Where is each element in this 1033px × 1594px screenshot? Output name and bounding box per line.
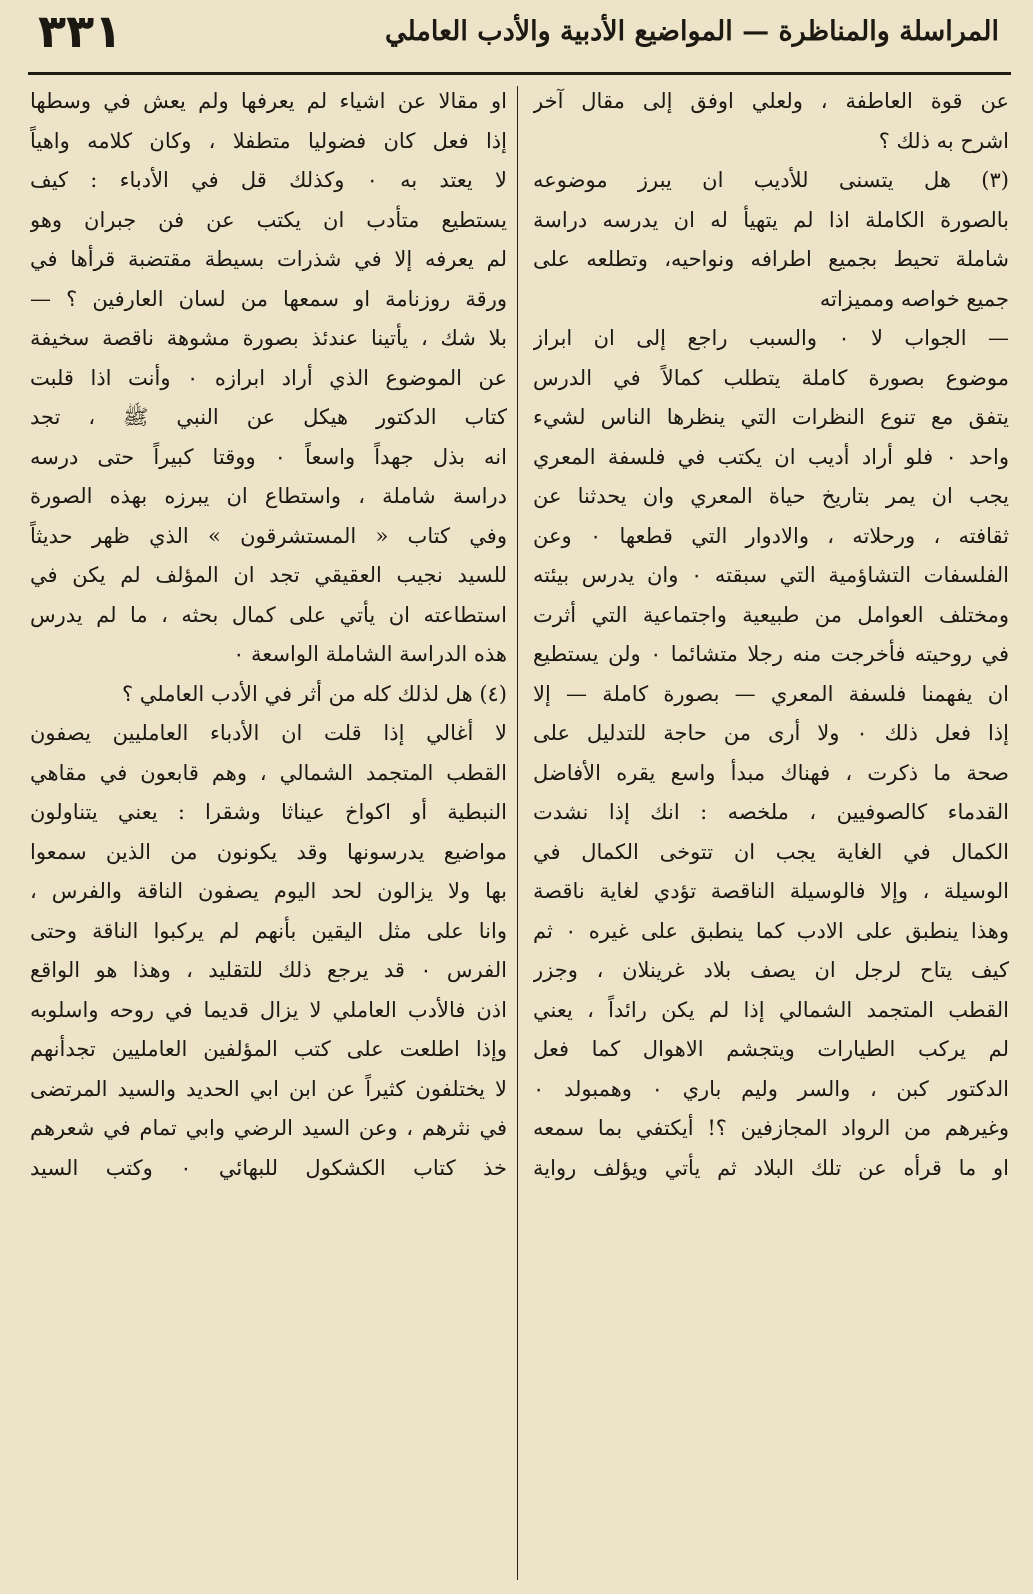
text-line: وغيرهم من الرواد المجازفين ؟! أيكتفي بما سمعه — [533, 1116, 1009, 1140]
text-line: جميع خواصه ومميزاته — [819, 286, 1009, 311]
page-number: ٣٣١ — [38, 4, 123, 58]
column-divider — [517, 86, 518, 1580]
text-line: الوسيلة ، وإلا فالوسيلة الناقصة تؤدي لغاية ناقصة — [533, 879, 1009, 903]
text-line: خذ كتاب الكشكول للبهائي ٠ وكتب السيد — [30, 1155, 507, 1180]
text-line: يستطيع متأدب ان يكتب عن فن جبران وهو — [30, 207, 507, 232]
text-line: إذا فعل ذلك ٠ ولا أرى من حاجة للتدليل على — [533, 721, 1009, 745]
text-line: وانا على مثل اليقين بأنهم لم يركبوا الناقة وحتى — [30, 918, 507, 943]
text-line: بالصورة الكاملة اذا لم يتهيأ له ان يدرسه دراسة — [533, 207, 1009, 232]
text-line: القدماء كالصوفيين ، ملخصه : انك إذا نشدت — [533, 800, 1009, 824]
page-header — [28, 0, 1011, 74]
text-line: انه بذل جهداً واسعاً ٠ ووقتا كبيراً حتى درسه — [30, 444, 507, 469]
text-line: او ما قرأه عن تلك البلاد ثم يأتي ويؤلف رواية — [533, 1155, 1009, 1180]
right-text-column — [533, 82, 1009, 1582]
text-line: كتاب الدكتور هيكل عن النبي ﷺ ، تجد — [30, 405, 507, 429]
text-line: وفي كتاب « المستشرقون » الذي ظهر حديثاً — [30, 523, 507, 548]
text-line: النبطية أو اكواخ عيناثا وشقرا : يعني يتناولون — [30, 800, 507, 824]
text-line: إذا فعل كان فضوليا متطفلا ، وكان كلامه واهياً — [30, 128, 507, 153]
text-line: للسيد نجيب العقيقي تجد ان المؤلف لم يكن في — [30, 563, 507, 587]
text-line: الدكتور كبن ، والسر وليم باري ٠ وهمبولد ٠ — [533, 1076, 1009, 1101]
text-line: لا يختلفون كثيراً عن ابن ابي الحديد والسيد المرتضى — [30, 1076, 507, 1101]
text-line: استطاعته ان يأتي على كمال بحثه ، ما لم يدرس — [30, 602, 507, 627]
text-line: لا أغالي إذا قلت ان الأدباء العامليين يصفون — [30, 721, 507, 745]
text-line: دراسة شاملة ، واستطاع ان يبرزه بهذه الصورة — [30, 484, 507, 508]
text-line: ومختلف العوامل من طبيعية واجتماعية التي أثرت — [533, 602, 1009, 627]
text-line: او مقالا عن اشياء لم يعرفها ولم يعش في وسطها — [30, 89, 507, 113]
text-line: (٤) هل لذلك كله من أثر في الأدب العاملي ؟ — [121, 681, 507, 706]
text-line: الفرس ٠ قد يرجع ذلك للتقليد ، وهذا هو الواقع — [30, 958, 507, 982]
text-line: ورقة روزنامة او سمعها من لسان العارفين ؟ — — [30, 286, 507, 311]
text-line: عن قوة العاطفة ، ولعلي اوفق إلى مقال آخر — [533, 89, 1009, 113]
text-line: القطب المتجمد الشمالي ، وهم قابعون في مقاهي — [30, 760, 507, 785]
left-text-column — [30, 82, 507, 1582]
text-line: الكمال في الغاية يجب ان تتوخى الكمال في — [533, 839, 1009, 864]
text-line: عن الموضوع الذي أراد ابرازه ٠ وأنت اذا قلبت — [30, 365, 507, 390]
text-line: اشرح به ذلك ؟ — [878, 128, 1009, 153]
text-line: — الجواب لا ٠ والسبب راجع إلى ان ابراز — [533, 326, 1009, 350]
text-line: موضوع بصورة كاملة يتطلب كمالاً في الدرس — [533, 365, 1009, 390]
text-line: الفلسفات التشاؤمية التي سبقته ٠ وان يدرس بيئته — [533, 563, 1009, 587]
text-line: مواضيع يدرسونها وقد يكونون من الذين سمعوا — [30, 839, 507, 864]
text-line: يجب ان يمر بتاريخ حياة المعري وان يحدثنا عن — [533, 484, 1009, 508]
text-line: بلا شك ، يأتينا عندئذ بصورة مشوهة ناقصة سخيفة — [30, 326, 507, 350]
header-rule — [28, 72, 1011, 75]
text-line: وهذا ينطبق على الادب كما ينطبق على غيره ٠ ثم — [533, 918, 1009, 943]
text-line: ثقافته ، ورحلاته ، والادوار التي قطعها ٠ وعن — [533, 523, 1009, 548]
text-line: يتفق مع تنوع النظرات التي ينظرها الناس لشيء — [533, 405, 1009, 429]
text-line: في نثرهم ، وعن السيد الرضي وابي تمام في شعرهم — [30, 1116, 507, 1140]
text-line: لم يركب الطيارات ويتجشم الاهوال كما فعل — [533, 1037, 1009, 1061]
text-line: كيف يتاح لرجل ان يصف بلاد غرينلان ، وجزر — [533, 958, 1009, 982]
text-line: اذن فالأدب العاملي لا يزال قديما في روحه واسلوبه — [30, 997, 507, 1022]
text-line: لم يعرفه إلا في شذرات بسيطة مقتضبة قرأها في — [30, 247, 507, 271]
text-line: واحد ٠ فلو أراد أديب ان يكتب في فلسفة المعري — [533, 444, 1009, 469]
text-line: (٣) هل يتسنى للأديب ان يبرز موضوعه — [533, 168, 1009, 192]
text-line: بها ولا يزالون لحد اليوم يصفون الناقة والفرس ، — [30, 879, 507, 903]
text-line: لا يعتد به ٠ وكذلك قل في الأدباء : كيف — [30, 168, 507, 192]
text-line: القطب المتجمد الشمالي إذا لم يكن رائداً ، يعني — [533, 997, 1009, 1022]
running-title: المراسلة والمناظرة — المواضيع الأدبية والأدب العاملي — [384, 16, 999, 47]
text-line: ان يفهمنا فلسفة المعري — بصورة كاملة — إلا — [533, 681, 1009, 706]
text-line: شاملة تحيط بجميع اطرافه ونواحيه، وتطلعه على — [533, 247, 1009, 271]
text-line: هذه الدراسة الشاملة الواسعة ٠ — [233, 642, 507, 666]
text-line: وإذا اطلعت على كتب المؤلفين العامليين تجدأنهم — [30, 1037, 507, 1061]
text-line: صحة ما ذكرت ، فهناك مبدأ واسع يقره الأفاضل — [533, 760, 1009, 785]
text-line: في روحيته فأخرجت منه رجلا متشائما ٠ ولن يستطيع — [533, 642, 1009, 666]
